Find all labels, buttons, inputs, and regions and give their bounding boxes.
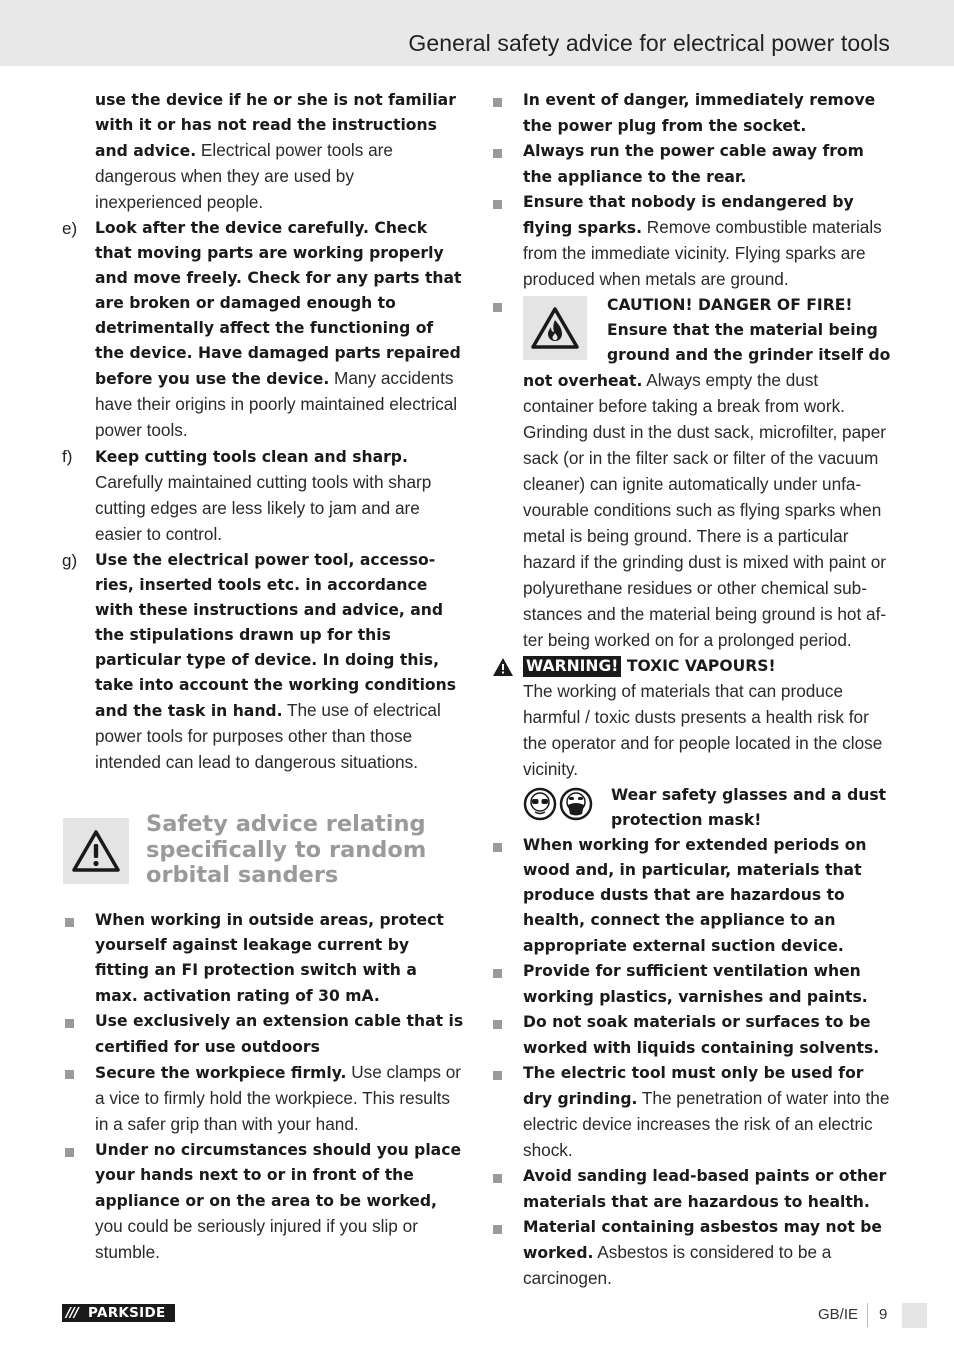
item-normal-text: The use of electrical power tools for purposes other than those intended can lead to dangerous situations.	[95, 700, 441, 772]
bullet-item	[62, 1060, 464, 1138]
bullet-square-icon	[493, 200, 502, 209]
bullet-item	[490, 139, 892, 190]
ppe-item	[490, 783, 892, 833]
bullet-item	[62, 908, 464, 1009]
continued-normal-text: Electrical power tools are dangerous when they are used by inexperienced people.	[95, 140, 393, 212]
fire-hazard-icon	[523, 296, 587, 360]
warning-triangle-icon	[492, 657, 514, 685]
bullet-square-icon	[493, 1020, 502, 1029]
language-code: GB/IE	[818, 1306, 859, 1323]
bullet-bold-text: Provide for sufficient ventilation when working plastics, varnishes and paints.	[523, 962, 868, 1006]
bullet-normal-text: The penetration of water into the electric device increases the risk of an electric shock.	[523, 1088, 890, 1160]
fire-normal-text: Always empty the dust container before taking a break from work. Grinding dust in the dust sack, microfilter, paper sack (or in the filter sack or filter of the vacuum cleaner) can ignite automatically under unfavourable conditions such as flying sparks when metal is being ground. There is a particular hazard if the grinding dust is mixed with paint or polyurethane residues or other chemical substances and the material being ground is hot after being worked on for a prolonged period.	[523, 370, 887, 650]
toxic-warning-item	[490, 654, 892, 783]
bullet-item	[490, 1215, 892, 1292]
fire-warning-item	[490, 293, 892, 654]
bullet-bold-text: Avoid sanding lead-based paints or other materials that are hazardous to health.	[523, 1167, 887, 1211]
bullet-item	[62, 1009, 464, 1060]
continued-paragraph	[62, 88, 464, 216]
bullet-bold-text: Under no circumstances should you place your hands next to or in front of the appliance or on the area to be worked,	[95, 1141, 462, 1210]
bullet-square-icon	[65, 918, 74, 927]
item-normal-text: Carefully maintained cutting tools with sharp cutting edges are less likely to jam and are easier to control.	[95, 472, 432, 544]
list-marker: e)	[62, 219, 78, 238]
bullet-item	[490, 1164, 892, 1215]
page-title: General safety advice for electrical power tools	[408, 30, 890, 56]
list-item-g	[62, 548, 464, 776]
right-column	[490, 88, 892, 1292]
bullet-item	[490, 190, 892, 293]
bullet-square-icon	[493, 1225, 502, 1234]
bullet-square-icon	[493, 98, 502, 107]
bullet-square-icon	[65, 1070, 74, 1079]
bullet-bold-text: Use exclusively an extension cable that is certified for use outdoors	[95, 1012, 464, 1056]
bullet-square-icon	[493, 969, 502, 978]
bullet-bold-text: In event of danger, immediately remove the power plug from the socket.	[523, 91, 876, 135]
section-title: Safety advice relating specifically to random orbital sanders	[146, 811, 427, 888]
bullet-square-icon	[493, 303, 502, 312]
bullet-item	[490, 1010, 892, 1061]
ppe-text: Wear safety glasses and a dust protection mask!	[611, 786, 887, 829]
list-item-f	[62, 444, 464, 548]
safety-glasses-and-mask-icon	[523, 785, 593, 823]
warning-badge: WARNING!	[523, 656, 621, 677]
bullet-bold-text: Always run the power cable away from the appliance to the rear.	[523, 142, 864, 186]
bullet-normal-text: Use clamps or a vice to firmly hold the workpiece. This results in a safer grip than with your hand.	[95, 1062, 462, 1134]
bullet-bold-text: When working in outside areas, protect yourself against leakage current by fitting an FI protection switch with a max. activation rating of 30 mA.	[95, 911, 444, 1005]
bullet-normal-text: you could be seriously injured if you slip or stumble.	[95, 1216, 418, 1262]
bullet-square-icon	[493, 1071, 502, 1080]
bullet-item	[490, 959, 892, 1010]
logo-mark: ///	[66, 1305, 78, 1321]
bullet-square-icon	[493, 1174, 502, 1183]
warning-triangle-icon	[63, 818, 129, 884]
list-marker: f)	[62, 447, 73, 466]
item-normal-text: Many accidents have their origins in poorly maintained electrical power tools.	[95, 368, 458, 440]
list-item-e	[62, 216, 464, 444]
bullet-normal-text: Asbestos is considered to be a carcinogen.	[523, 1242, 832, 1288]
bullet-item	[62, 1138, 464, 1266]
page-header	[0, 0, 954, 66]
bullet-item	[490, 1061, 892, 1164]
item-bold-text: Keep cutting tools clean and sharp.	[95, 448, 408, 466]
warning-title: TOXIC VAPOURS!	[621, 657, 776, 675]
bullet-normal-text: Remove combustible materials from the immediate vicinity. Flying sparks are produced when metals are ground.	[523, 217, 882, 289]
bullet-bold-text: When working for extended periods on wood and, in particular, materials that produce dusts that are hazardous to health, connect the appliance to an appropriate external suction device.	[523, 836, 867, 955]
page-number: 9	[879, 1306, 888, 1323]
bullet-item	[490, 88, 892, 139]
item-bold-text: Use the electrical power tool, accessories, inserted tools etc. in accordance with these instructions and advice, and the stipulations drawn up for this particular type of device. In doing this, take into account the working conditions and the task in hand.	[95, 551, 457, 720]
bullet-square-icon	[493, 843, 502, 852]
bullet-item	[490, 833, 892, 959]
footer-divider	[867, 1303, 868, 1327]
bullet-bold-text: Ensure that nobody is endangered by flying sparks.	[523, 193, 854, 237]
bullet-bold-text: The electric tool must only be used for dry grinding.	[523, 1064, 864, 1108]
item-bold-text: Look after the device carefully. Check that moving parts are working properly and move freely. Check for any parts that are broken or damaged enough to detrimentally affect the functioning of the device. Have damaged parts repaired before you use the device.	[95, 219, 462, 388]
section-heading	[62, 811, 464, 888]
bullet-bold-text: Material containing asbestos may not be worked.	[523, 1218, 882, 1262]
left-column	[62, 88, 464, 1266]
list-marker: g)	[62, 551, 78, 570]
bullet-square-icon	[65, 1148, 74, 1157]
fire-bold-text: CAUTION! DANGER OF FIRE! Ensure that the material being ground and the grinder itself do not overheat.	[523, 296, 891, 390]
parkside-logo	[62, 1304, 175, 1322]
page-tab-box	[902, 1303, 927, 1328]
logo-text: PARKSIDE	[88, 1305, 166, 1321]
bullet-bold-text: Secure the workpiece firmly.	[95, 1064, 347, 1082]
bullet-square-icon	[493, 149, 502, 158]
bullet-bold-text: Do not soak materials or surfaces to be worked with liquids containing solvents.	[523, 1013, 880, 1057]
bullet-square-icon	[65, 1019, 74, 1028]
continued-bold-text: use the device if he or she is not familiar with it or has not read the instructions and advice.	[95, 91, 456, 160]
warning-text: The working of materials that can produce harmful / toxic dusts presents a health risk for the operator and for people located in the close vicinity.	[523, 681, 883, 779]
